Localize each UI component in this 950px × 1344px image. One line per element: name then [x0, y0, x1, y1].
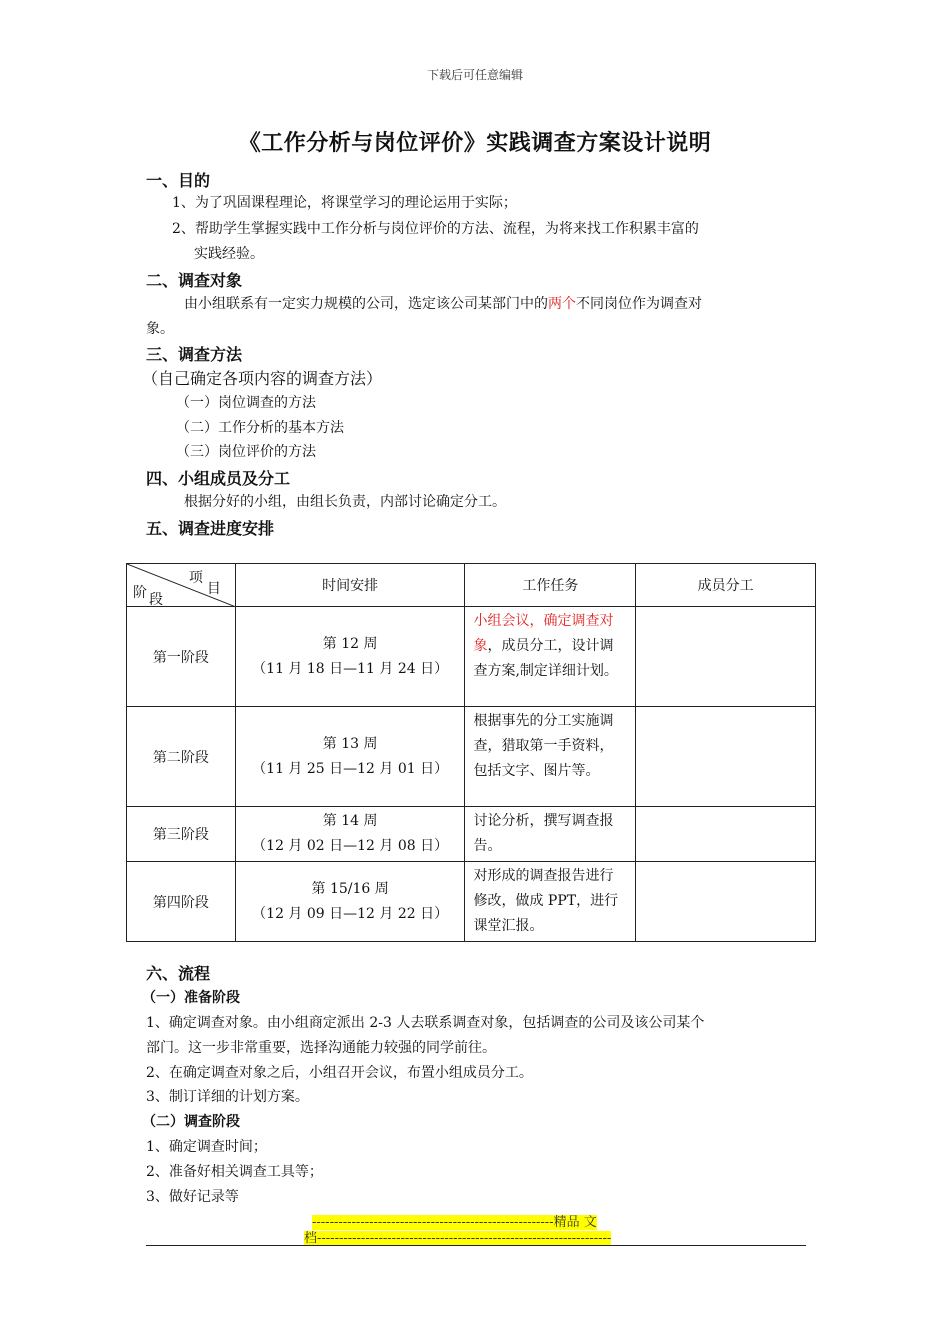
- task-text: ，成员分工，设计调查方案,制定详细计划。: [473, 638, 618, 679]
- week-label: 第 14 周: [322, 813, 378, 829]
- members-text: 根据分好的小组，由组长负责，内部讨论确定分工。: [184, 494, 506, 510]
- prepare-item: 3、制订详细的计划方案。: [146, 1089, 309, 1105]
- purpose-item-2-line-2: 实践经验。: [194, 246, 264, 262]
- survey-item: 3、做好记录等: [146, 1189, 239, 1205]
- method-item-3: （三）岗位评价的方法: [176, 444, 316, 460]
- corner-label-mu: 目: [206, 581, 221, 597]
- time-cell: [235, 607, 465, 707]
- section-heading-method: 三、调查方法: [146, 345, 243, 364]
- method-subheading: （自己确定各项内容的调查方法）: [142, 369, 383, 388]
- task-text: 根据事先的分工实施调查，猎取第一手资料，包括文字、图片等。: [473, 713, 614, 779]
- stage-cell: 第二阶段: [127, 707, 236, 807]
- members-cell: [636, 807, 816, 862]
- purpose-item-2-line-1: 2、帮助学生掌握实践中工作分析与岗位评价的方法、流程，为将来找工作积累丰富的: [172, 221, 699, 237]
- survey-item: 1、确定调查时间；: [146, 1139, 267, 1155]
- table-row: [127, 607, 816, 707]
- target-text-after: 不同岗位作为调查对: [576, 296, 702, 312]
- header-note: 下载后可任意编辑: [426, 68, 523, 82]
- target-text-before: 由小组联系有一定实力规模的公司，选定该公司某部门中的: [184, 296, 548, 312]
- section-heading-process: 六、流程: [146, 964, 211, 983]
- members-cell: [636, 607, 816, 707]
- table-row: [127, 807, 816, 862]
- section-heading-schedule: 五、调查进度安排: [146, 519, 275, 538]
- footer-text-1: -------------------------------------------------------精品 文: [312, 1215, 597, 1230]
- header-members: 成员分工: [636, 564, 816, 607]
- header-task: 工作任务: [465, 564, 636, 607]
- task-emphasis: 小组会议，确定调查对象: [473, 613, 614, 654]
- time-cell: [235, 862, 465, 942]
- task-cell: [465, 607, 636, 707]
- date-range: （11 月 18 日—11 月 24 日）: [252, 660, 449, 677]
- footer-line-2: [304, 1227, 611, 1246]
- task-cell: [465, 707, 636, 807]
- table-row: [127, 862, 816, 942]
- week-label: 第 15/16 周: [311, 880, 389, 897]
- purpose-item-1: 1、为了巩固课程理论，将课堂学习的理论运用于实际；: [172, 195, 517, 211]
- footer-text-2: 档-------------------------------------------------------------------: [304, 1231, 612, 1246]
- target-text-emphasis: 两个: [548, 296, 576, 312]
- time-cell: [235, 707, 465, 807]
- task-cell: [465, 862, 636, 942]
- table-row: [127, 707, 816, 807]
- week-label: 第 13 周: [322, 735, 378, 752]
- corner-label-jie: 阶: [133, 585, 147, 601]
- header-time: 时间安排: [235, 564, 465, 607]
- corner-label-duan: 段: [149, 592, 163, 608]
- prepare-item: 部门。这一步非常重要，选择沟通能力较强的同学前往。: [146, 1040, 496, 1056]
- target-paragraph: [184, 293, 702, 313]
- footer-divider: [146, 1245, 806, 1246]
- section-heading-members: 四、小组成员及分工: [146, 469, 291, 488]
- method-item-1: （一）岗位调查的方法: [176, 395, 316, 411]
- process-subheading-survey: （二）调查阶段: [142, 1114, 240, 1130]
- document-title: 《工作分析与岗位评价》实践调查方案设计说明: [238, 131, 712, 156]
- prepare-item: 2、在确定调查对象之后，小组召开会议，布置小组成员分工。: [146, 1065, 533, 1081]
- week-label: 第 12 周: [322, 635, 378, 652]
- date-range: （11 月 25 日—12 月 01 日）: [252, 760, 449, 777]
- section-heading-target: 二、调查对象: [146, 271, 243, 290]
- prepare-item: 1、确定调查对象。由小组商定派出 2-3 人去联系调查对象，包括调查的公司及该公司某个: [146, 1015, 705, 1031]
- task-cell: [465, 807, 636, 862]
- task-text: 对形成的调查报告进行修改，做成 PPT，进行课堂汇报。: [473, 868, 619, 934]
- stage-cell: 第一阶段: [127, 607, 236, 707]
- table-header-row: [127, 564, 816, 607]
- date-range: （12 月 09 日—12 月 22 日）: [252, 905, 449, 922]
- schedule-table: [126, 563, 816, 942]
- stage-cell: 第四阶段: [127, 862, 236, 942]
- date-range: （12 月 02 日—12 月 08 日）: [252, 838, 449, 854]
- section-heading-purpose: 一、目的: [146, 171, 211, 190]
- members-cell: [636, 707, 816, 807]
- table-corner-cell: [127, 564, 236, 607]
- process-subheading-prepare: （一）准备阶段: [142, 990, 240, 1006]
- corner-label-xiang: 项: [188, 570, 203, 586]
- target-text-wrap: 象。: [146, 321, 174, 337]
- survey-item: 2、准备好相关调查工具等；: [146, 1164, 323, 1180]
- time-cell: [235, 807, 465, 862]
- stage-cell: 第三阶段: [127, 807, 236, 862]
- members-cell: [636, 862, 816, 942]
- task-text: 讨论分析，撰写调查报告。: [473, 813, 614, 854]
- method-item-2: （二）工作分析的基本方法: [176, 420, 344, 436]
